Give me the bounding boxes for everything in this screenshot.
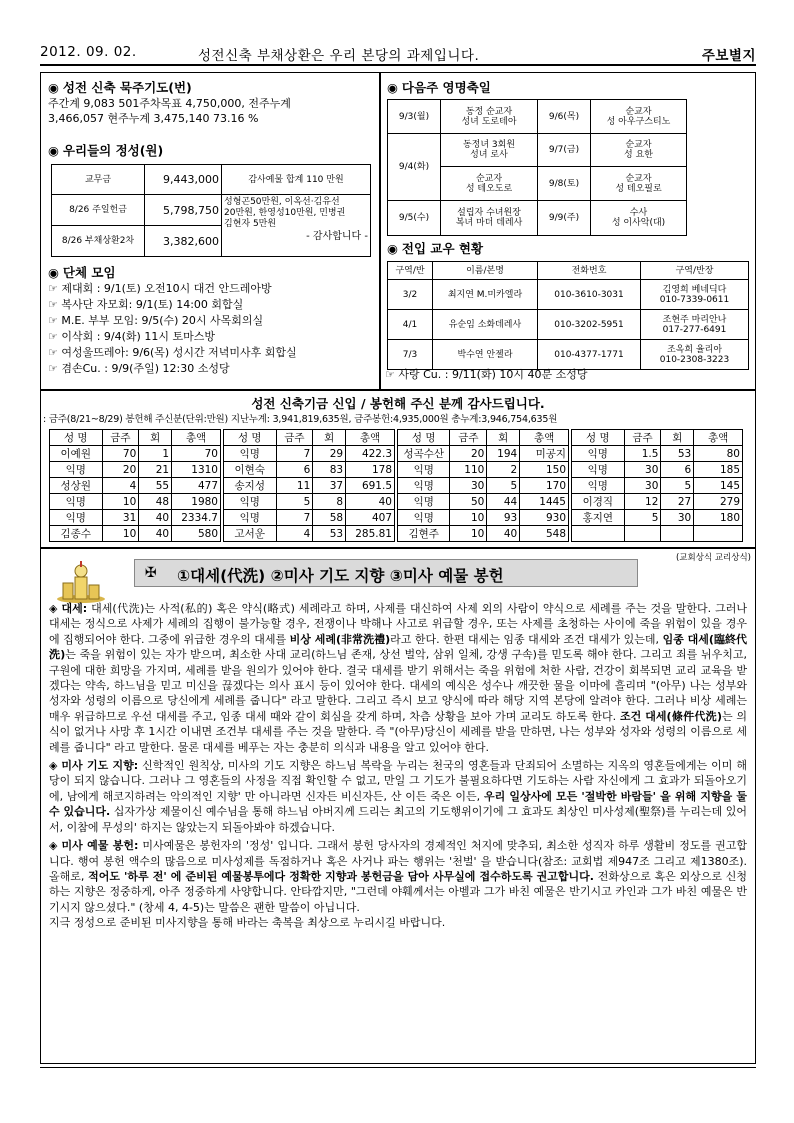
count: 8 <box>313 494 346 510</box>
donor-name: 고서운 <box>224 526 277 542</box>
nameday-date: 9/7(금) <box>538 134 591 167</box>
total-amount: 178 <box>346 462 395 478</box>
article-paragraph-intention <box>49 758 747 835</box>
table-row <box>572 510 743 526</box>
offering-label: 교무금 <box>52 165 145 195</box>
prayer-line: 주간계 9,083 501주차목표 4,750,000, 전주누계 <box>48 97 291 110</box>
bulletin-slogan: 성전신축 부채상환은 우리 본당의 과제입니다. <box>198 48 480 64</box>
right-info-box <box>380 72 756 390</box>
count: 21 <box>139 462 172 478</box>
total-amount: 477 <box>172 478 221 494</box>
table-row <box>572 430 743 446</box>
table-row <box>572 526 743 542</box>
column-header: 성 명 <box>50 430 103 446</box>
column-header: 총액 <box>520 430 569 446</box>
count: 83 <box>313 462 346 478</box>
column-header: 성 명 <box>224 430 277 446</box>
para-emphasis: 임종 대세(臨終代洗) <box>49 632 747 662</box>
bulletin-date: 2012. 09. 02. <box>40 44 137 60</box>
para-heading: 미사 기도 지향: <box>61 759 139 773</box>
total-amount <box>694 526 743 542</box>
table-row <box>388 201 687 236</box>
donor-name: 익명 <box>572 462 625 478</box>
total-amount: 185 <box>694 462 743 478</box>
total-amount: 691.5 <box>346 478 395 494</box>
column-header: 회 <box>139 430 172 446</box>
table-row <box>398 430 569 446</box>
footer-rule <box>40 1067 756 1068</box>
nameday-date: 9/5(수) <box>388 201 441 236</box>
column-header: 회 <box>487 430 520 446</box>
week-amount: 11 <box>276 478 313 494</box>
week-amount: 7 <box>276 510 313 526</box>
week-amount: 10 <box>450 526 487 542</box>
group-item: ☞ M.E. 부부 모임: 9/5(수) 20시 사목회의실 <box>48 314 264 327</box>
donation-table <box>223 429 395 542</box>
week-amount: 70 <box>102 446 139 462</box>
transfer-area: 7/3 <box>388 340 433 370</box>
article-body <box>49 601 747 931</box>
nameday-date: 9/4(화) <box>388 134 441 201</box>
nameday-saint: 성 테오도로 <box>465 183 513 194</box>
transfer-phone: 010-3202-5951 <box>538 310 641 340</box>
nameday-saint: 복녀 마더 데레사 <box>455 218 523 228</box>
total-amount: 930 <box>520 510 569 526</box>
nameday-title <box>387 78 491 96</box>
week-amount: 30 <box>624 462 661 478</box>
prayer-title-text: 성전 신축 묵주기도(번) <box>62 80 192 95</box>
transfer-area: 4/1 <box>388 310 433 340</box>
total-amount: 1445 <box>520 494 569 510</box>
column-header: 총액 <box>172 430 221 446</box>
para-emphasis: 적어도 '하루 전' 에 준비된 예물봉투에다 정확한 지향과 봉헌금을 담아 사무실에 접수하도록 권고합니다. <box>88 869 594 883</box>
count: 93 <box>487 510 520 526</box>
transfer-leader: 조옥희 율리아 <box>666 344 723 355</box>
offering-value: 9,443,000 <box>145 165 222 195</box>
table-row <box>572 478 743 494</box>
nameday-title-line: 수사 <box>629 208 648 218</box>
week-amount: 110 <box>450 462 487 478</box>
para-marker: ◈ <box>49 839 62 853</box>
nameday-saint: 성 이사악(대) <box>611 218 666 228</box>
table-row <box>572 462 743 478</box>
column-header: 성 명 <box>398 430 450 446</box>
page-header <box>40 40 756 62</box>
donor-name: 익명 <box>572 478 625 494</box>
nameday-title-line: 순교자 <box>625 173 652 184</box>
article-paragraph-baptism <box>49 601 747 755</box>
table-row <box>50 478 221 494</box>
table-row <box>224 478 395 494</box>
para-heading: 미사 예물 봉헌: <box>61 839 139 853</box>
donation-grid <box>49 429 745 543</box>
para-text: 라고 한다. 한편 대세는 임종 대세와 조건 대세가 있는데, <box>390 632 663 646</box>
article-box <box>40 548 756 1064</box>
count: 5 <box>487 478 520 494</box>
donor-name: 익명 <box>398 478 450 494</box>
left-info-box <box>40 72 380 390</box>
transfer-name: 박수연 안젤라 <box>433 340 538 370</box>
donor-name: 이예원 <box>50 446 103 462</box>
table-row <box>398 526 569 542</box>
thanks-detail <box>222 195 371 257</box>
article-paragraph-stipend <box>49 838 747 915</box>
column-header: 구역/반 <box>388 262 433 280</box>
week-amount: 6 <box>276 462 313 478</box>
transfer-leader-phone: 017-277-6491 <box>662 324 727 335</box>
para-emphasis: 비상 세례(非常洗禮) <box>289 632 391 646</box>
total-amount: 1980 <box>172 494 221 510</box>
total-amount: 422.3 <box>346 446 395 462</box>
para-text: 미사예물은 봉헌자의 '정성' 입니다. 그래서 봉헌 당사자의 경제적인 처지에 맞추되, 최소한 성직자 하루 생활비 정도를 권고합니다. 행여 봉헌 액수의 많음으로 미사성제를 독점하거나 혹은 사거나 파는 행위는 '천벌' 을 받습니다(참조: 교회법 제947조 그리고 제1380조). 올해로, <box>49 839 747 883</box>
column-header: 금주 <box>450 430 487 446</box>
count: 30 <box>661 510 694 526</box>
prayer-title <box>48 78 376 96</box>
transfer-title-text: 전입 교우 현황 <box>401 241 484 256</box>
column-header: 회 <box>661 430 694 446</box>
week-amount: 7 <box>276 446 313 462</box>
total-amount: 548 <box>520 526 569 542</box>
column-header: 성 명 <box>572 430 625 446</box>
donor-name: 성상원 <box>50 478 103 494</box>
count: 58 <box>313 510 346 526</box>
para-emphasis: 조건 대세(條件代洗) <box>619 709 722 723</box>
total-amount: 2334.7 <box>172 510 221 526</box>
count: 27 <box>661 494 694 510</box>
nameday-saint: 성녀 도로테아 <box>461 116 517 127</box>
count: 37 <box>313 478 346 494</box>
week-amount: 4 <box>276 526 313 542</box>
nameday-table <box>387 99 687 236</box>
thanks-line: 김현자 5만원 <box>224 219 277 229</box>
total-amount: 40 <box>346 494 395 510</box>
para-text: 대세(代洗)는 사적(私的) 혹은 약식(略式) 세례라고 하며, 사제를 대신하여 사제 외의 사람이 약식으로 세례를 주는 것을 말한다. 그러나 대세는 정식으로 사제가 세례의 집행이 불가능할 경우, 전쟁이나 박해나 사고로 위급할 경우, 또는 사제를 초청하는 사이에 죽을 위험이 있을 경우에 집행되어야 한다. 그중에 위급한 경우의 대세를 <box>49 602 747 646</box>
donation-table <box>49 429 221 542</box>
total-amount: 1310 <box>172 462 221 478</box>
offering-title-text: 우리들의 정성(원) <box>62 143 164 158</box>
nameday-date: 9/9(주) <box>538 201 591 236</box>
table-row <box>50 430 221 446</box>
total-amount: 285.81 <box>346 526 395 542</box>
nameday-title-line: 순교자 <box>625 106 652 117</box>
section-bullet-icon: ◉ <box>48 143 59 158</box>
table-row <box>398 478 569 494</box>
table-row <box>50 462 221 478</box>
donor-name: 홍지연 <box>572 510 625 526</box>
section-bullet-icon: ◉ <box>387 80 398 95</box>
nameday-saint: 성 아우구스티노 <box>606 116 671 127</box>
transfer-phone: 010-3610-3031 <box>538 280 641 310</box>
group-item: ☞ 겸손Cu. : 9/9(주일) 12:30 소성당 <box>48 362 230 375</box>
week-amount: 5 <box>624 510 661 526</box>
table-row <box>224 494 395 510</box>
offering-value: 3,382,600 <box>145 226 222 257</box>
week-amount: 10 <box>450 510 487 526</box>
table-row <box>388 310 749 340</box>
column-header: 총액 <box>694 430 743 446</box>
nameday-title-line: 동정녀 3회원 <box>462 140 516 150</box>
nameday-saint: 성 테오필로 <box>615 183 662 194</box>
donor-name: 김종수 <box>50 526 103 542</box>
donation-table <box>397 429 569 542</box>
para-heading: 대세: <box>61 602 88 615</box>
transfer-table <box>387 261 749 370</box>
offering-title <box>48 141 163 159</box>
group-item: ☞ 여성울뜨레아: 9/6(목) 성시간 저녁미사후 회합실 <box>48 346 297 359</box>
para-text: 십자가상 제물이신 예수님을 통해 하느님 아버지께 드리는 최고의 기도행위이기에 그 효과도 최상인 미사성제(聖祭)를 누리는데 있어서, 이참에 무성의' 하지는 않았는지 되돌아봐야 하겠습니다. <box>49 805 747 834</box>
week-amount: 20 <box>102 462 139 478</box>
count: 6 <box>661 462 694 478</box>
donor-name: 김현주 <box>398 526 450 542</box>
nameday-title-line: 설립자 수녀원장 <box>457 208 521 218</box>
thanks-line: 20만원, 한영성10만원, 민병권 <box>224 208 346 218</box>
table-row <box>572 494 743 510</box>
table-row <box>50 526 221 542</box>
article-banner-text: ①대세(代洗) ②미사 기도 지향 ③미사 예물 봉헌 <box>177 567 504 585</box>
para-marker: ◈ <box>49 602 62 615</box>
offering-table <box>51 164 371 257</box>
transfer-area: 3/2 <box>388 280 433 310</box>
transfer-leader-phone: 010-2308-3223 <box>659 354 730 365</box>
transfer-leader: 조현주 마리안나 <box>662 314 727 325</box>
table-row <box>50 446 221 462</box>
transfer-name: 최지연 M.미카엘라 <box>433 280 538 310</box>
prayer-line: 3,466,057 현주누계 3,475,140 73.16 % <box>48 112 259 125</box>
total-amount: 580 <box>172 526 221 542</box>
transfer-leader: 김영희 베네딕다 <box>662 284 727 295</box>
table-row <box>224 462 395 478</box>
total-amount: 279 <box>694 494 743 510</box>
nameday-title-line: 순교자 <box>475 173 503 184</box>
para-marker: ◈ <box>49 759 62 773</box>
groups-title <box>48 263 378 281</box>
donor-name: 익명 <box>398 462 450 478</box>
transfer-title <box>387 239 483 257</box>
transfer-leader-phone: 010-7339-0611 <box>659 294 730 305</box>
week-amount: 12 <box>624 494 661 510</box>
nameday-saint: 성 요한 <box>624 150 653 160</box>
donor-name: 익명 <box>50 462 103 478</box>
table-row <box>398 462 569 478</box>
section-bullet-icon: ◉ <box>48 80 59 95</box>
thanks-line: 성형곤50만원, 이옥선·김유선 <box>224 197 340 207</box>
donation-title: 성전 신축기금 신입 / 봉헌해 주신 분께 감사드립니다. <box>251 396 545 411</box>
total-amount: 170 <box>520 478 569 494</box>
donor-name: 익명 <box>224 446 277 462</box>
week-amount: 5 <box>276 494 313 510</box>
thanks-footer: - 감사합니다 - <box>306 231 368 242</box>
donor-name <box>572 526 625 542</box>
table-row <box>398 446 569 462</box>
count: 55 <box>139 478 172 494</box>
table-row <box>388 340 749 370</box>
group-item: ☞ 복사단 자모회: 9/1(토) 14:00 회합실 <box>48 298 244 311</box>
donor-name: 성곡수산 <box>398 446 450 462</box>
count: 1 <box>139 446 172 462</box>
nameday-date: 9/3(월) <box>388 100 441 134</box>
total-amount: 407 <box>346 510 395 526</box>
table-row <box>572 446 743 462</box>
column-header: 금주 <box>102 430 139 446</box>
total-amount: 70 <box>172 446 221 462</box>
transfer-name: 유순임 소화데레사 <box>433 310 538 340</box>
table-row <box>52 165 371 195</box>
cross-icon: ✠ <box>145 565 157 581</box>
nameday-title-line: 순교자 <box>625 140 652 150</box>
nameday-saint: 성녀 로사 <box>470 150 508 160</box>
donation-box <box>40 390 756 548</box>
article-banner <box>134 559 638 587</box>
total-amount: 150 <box>520 462 569 478</box>
week-amount: 10 <box>102 494 139 510</box>
table-row <box>224 446 395 462</box>
count: 194 <box>487 446 520 462</box>
para-text: 는 죽을 위험이 있는 자가 받으며, 최소한 사대 교리(하느님 존재, 상선 벌악, 삼위 일체, 강생 구속)를 믿도록 해야 한다. 그리고 죄를 뉘우치고, 구원에 대한 희망을 가지며, 세례를 받을 원의가 있어야 한다. 결국 대세를 받기 위해서는 죽을 위험에 처한 사람, 건강이 회복되면 교리 교육을 받겠다는 약속, 하느님을 믿고 미신을 끊겠다는 의사 표시 등이 있어야 한다. 대세의 예식은 성수나 깨끗한 물을 이마에 흘리며 "(아무) 나는 성부와 성자와 성령의 이름으로 당신에게 세례를 줍니다" 라고 말한다. 그리고 즉시 보고 양식에 따라 해당 지역 본당에 알려야 한다. 그러나 비상 세례는 매우 위급하므로 우선 대세를 주고, 임종 대세 때와 같이 회심을 갖게 하며, 차츰 상황을 보아 가며 교리도 하도록 한다. <box>49 648 747 723</box>
column-header: 이름/본명 <box>433 262 538 280</box>
table-row <box>388 134 687 167</box>
count: 48 <box>139 494 172 510</box>
groups-title-text: 단체 모임 <box>62 265 116 280</box>
header-rule <box>40 64 756 66</box>
donor-name: 익명 <box>398 510 450 526</box>
table-row <box>52 195 371 226</box>
offering-value: 5,798,750 <box>145 195 222 226</box>
table-row <box>224 526 395 542</box>
prayer-section <box>48 78 376 126</box>
church-offering-icon <box>51 559 109 605</box>
transfer-note: ☞ 사랑 Cu. : 9/11(화) 10시 40분 소성당 <box>385 368 588 381</box>
week-amount: 50 <box>450 494 487 510</box>
table-row <box>224 430 395 446</box>
count: 29 <box>313 446 346 462</box>
week-amount: 10 <box>102 526 139 542</box>
count: 5 <box>661 478 694 494</box>
column-header: 구역/반장 <box>641 262 749 280</box>
donor-name: 익명 <box>572 446 625 462</box>
table-row <box>50 494 221 510</box>
nameday-date: 9/6(목) <box>538 100 591 134</box>
offering-label: 8/26 부채상환2차 <box>52 226 145 257</box>
para-text: 전화상으로 혹은 외상으로 신청하는 지향은 정중하게, 아주 정중하게 사양합니다. 안타깝지만, "그런데 야훼께서는 아벨과 그가 바친 예물은 반기시고 카인과 그가 바친 예물은 반기시지 않으셨다." (창세 4, 4-5)는 말씀은 괜한 말씀이 아닙니다. <box>49 869 748 914</box>
table-row <box>388 100 687 134</box>
donor-name: 익명 <box>398 494 450 510</box>
donor-name: 익명 <box>50 510 103 526</box>
donor-name: 이경직 <box>572 494 625 510</box>
donor-name: 송지성 <box>224 478 277 494</box>
table-row <box>388 280 749 310</box>
column-header: 금주 <box>276 430 313 446</box>
donation-summary: : 금주(8/21~8/29) 봉헌해 주신분(단위:만원) 지난누계: 3,941,819,635원, 금주봉헌:4,935,000원 총누계:3,946,754,635원 <box>43 414 558 425</box>
count <box>661 526 694 542</box>
section-bullet-icon: ◉ <box>387 241 398 256</box>
donation-table <box>571 429 743 542</box>
week-amount <box>624 526 661 542</box>
para-text: 는 의식이 없거나 사망 후 1시간 이내면 조건부 대세를 주는 것을 말한다. 즉 "(아무)당신이 세례를 받을 만하면, 나는 성부와 성자와 성령의 이름으로 세례를 줍니다" 라고 말한다. 물론 대세를 베푸는 자는 충분히 의식과 내용을 알고 있어야 한다. <box>49 709 748 754</box>
count: 2 <box>487 462 520 478</box>
para-emphasis: 우리 일상사에 모든 '절박한 바람들' 을 위해 지향을 둘 수 있습니다. <box>49 789 747 819</box>
total-amount: 미공지 <box>520 446 569 462</box>
bulletin-label: 주보별지 <box>701 48 756 64</box>
thanks-header: 감사예물 합계 110 만원 <box>222 165 371 195</box>
section-bullet-icon: ◉ <box>48 265 59 280</box>
count: 53 <box>313 526 346 542</box>
donor-name: 이현숙 <box>224 462 277 478</box>
count: 40 <box>139 510 172 526</box>
table-row <box>398 494 569 510</box>
article-closing: 지극 정성으로 준비된 미사지향을 통해 바라는 축복을 최상으로 누리시길 바랍니다. <box>49 916 446 930</box>
group-item: ☞ 제대회 : 9/1(토) 오전10시 대건 안드레아방 <box>48 282 272 295</box>
table-row <box>50 510 221 526</box>
offering-label: 8/26 주일헌금 <box>52 195 145 226</box>
article-source: (교회상식 교리상식) <box>675 553 751 563</box>
donor-name: 익명 <box>50 494 103 510</box>
table-row <box>398 510 569 526</box>
week-amount: 1.5 <box>624 446 661 462</box>
table-row <box>224 510 395 526</box>
nameday-title-text: 다음주 영명축일 <box>401 80 491 95</box>
column-header: 총액 <box>346 430 395 446</box>
donor-name: 익명 <box>224 494 277 510</box>
total-amount: 80 <box>694 446 743 462</box>
groups-section <box>48 263 378 377</box>
group-item: ☞ 이삭회 : 9/4(화) 11시 토마스방 <box>48 330 215 343</box>
week-amount: 30 <box>450 478 487 494</box>
donor-name: 익명 <box>224 510 277 526</box>
week-amount: 4 <box>102 478 139 494</box>
column-header: 회 <box>313 430 346 446</box>
count: 53 <box>661 446 694 462</box>
transfer-phone: 010-4377-1771 <box>538 340 641 370</box>
count: 44 <box>487 494 520 510</box>
column-header: 전화번호 <box>538 262 641 280</box>
table-row <box>388 262 749 280</box>
total-amount: 145 <box>694 478 743 494</box>
para-text: 신학적인 원칙상, 미사의 기도 지향은 하느님 복락을 누리는 천국의 영혼들과 단죄되어 소멸하는 지옥의 영혼들에게는 이미 해당이 되지 않습니다. 그러나 그 영혼들의 사정을 직접 확인할 수 없고, 만일 그 기도가 불필요하다면 기도하는 사람 자신에게 그 효과가 되돌아오기에, 남에게 해코지하려는 악의적인 지향' 만 아니라면 신자든 비신자든, 산 이든 죽은 이든, <box>49 759 747 803</box>
week-amount: 30 <box>624 478 661 494</box>
nameday-date: 9/8(토) <box>538 167 591 201</box>
column-header: 금주 <box>624 430 661 446</box>
week-amount: 31 <box>102 510 139 526</box>
count: 40 <box>139 526 172 542</box>
count: 40 <box>487 526 520 542</box>
nameday-title-line: 동정 순교자 <box>465 106 513 117</box>
total-amount: 180 <box>694 510 743 526</box>
week-amount: 20 <box>450 446 487 462</box>
